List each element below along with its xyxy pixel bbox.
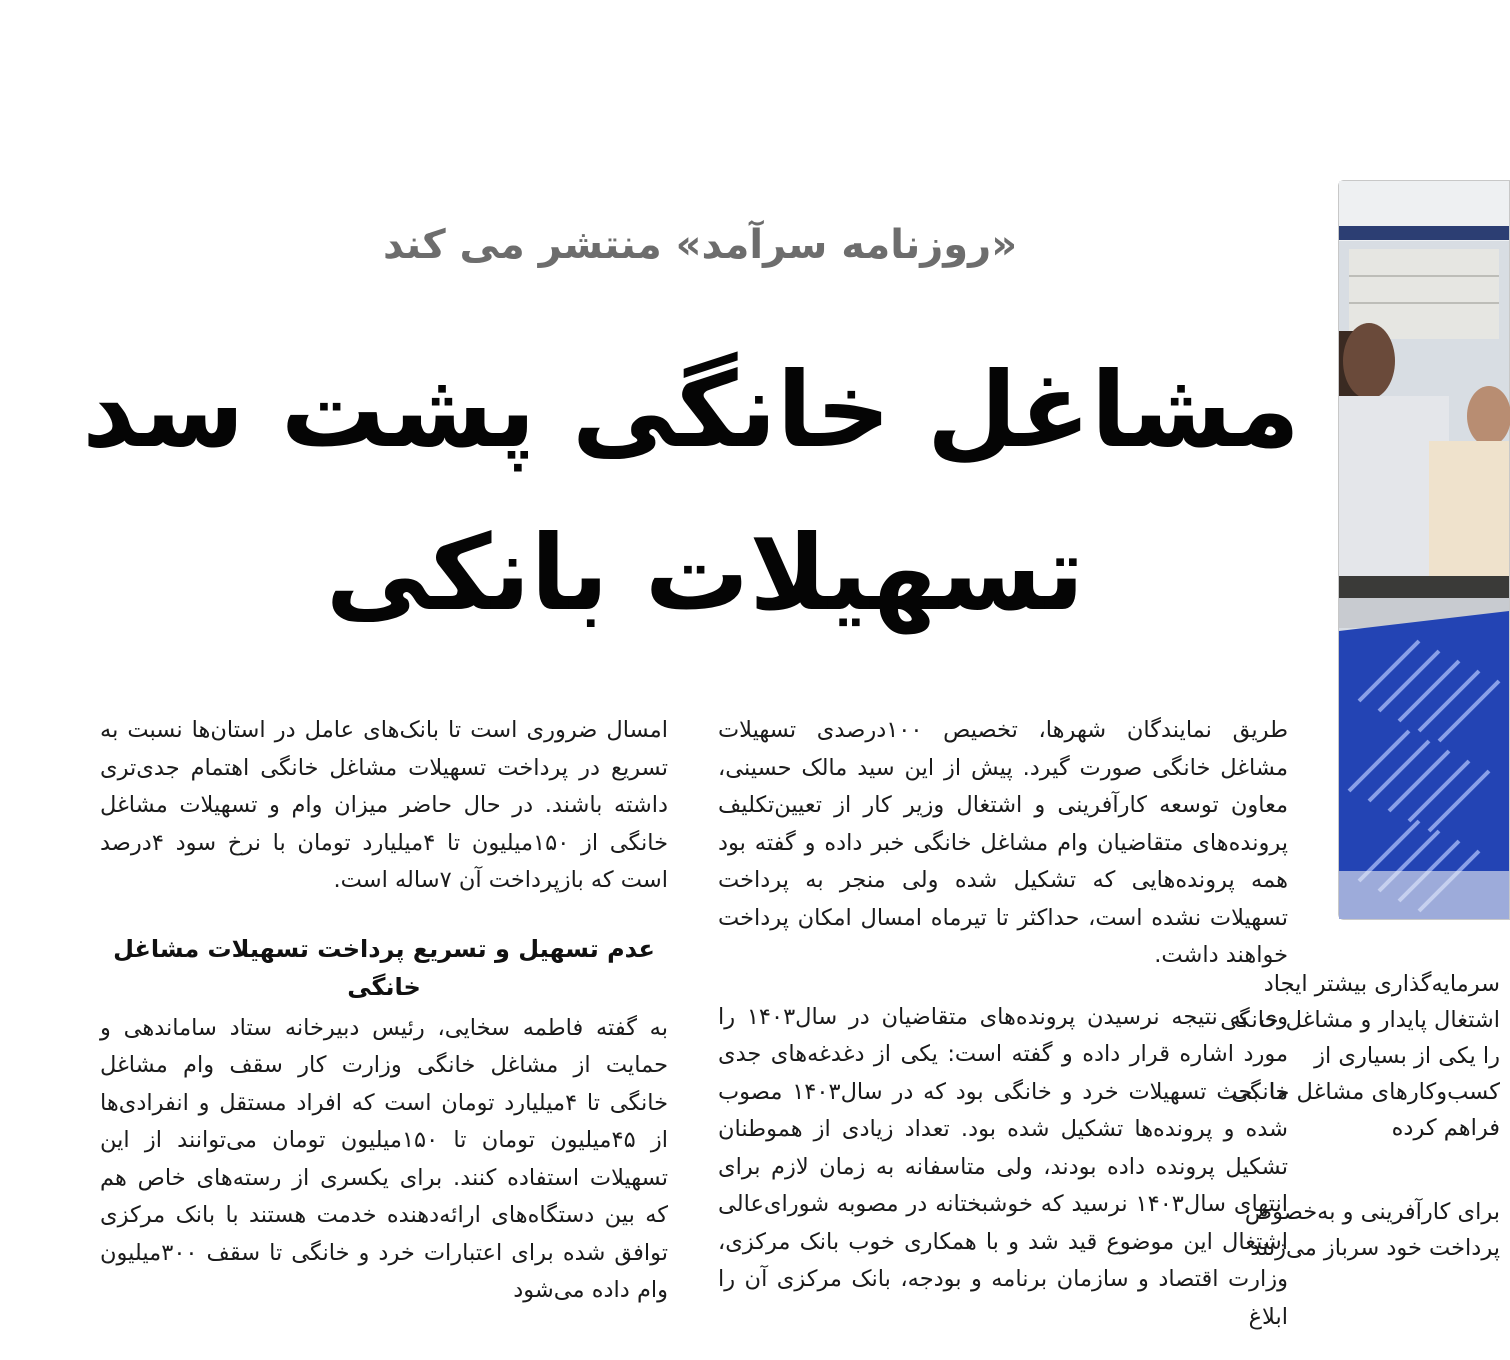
- paragraph: امسال ضروری است تا بانک‌های عامل در استان‌ها نسبت به تسریع در پرداخت تسهیلات مشاغل خانگی اهتمام جدی‌تری داشته باشند. در حال حاضر میزان وام و تسهیلات مشاغل خانگی از ۱۵۰میلیون تا ۴میلیارد تومان با نرخ سود ۴درصد است که بازپرداخت آن ۷ساله است.: [100, 717, 668, 893]
- paragraph: برای کارآفرینی و به‌خصوص پرداخت خود سرباز می‌زنند: [1244, 1199, 1500, 1261]
- people-at-counter-photo: [1339, 181, 1509, 919]
- paragraph: به گفته فاطمه سخایی، رئیس دبیرخانه ستاد ساماندهی و حمایت از مشاغل خانگی وزارت کار سقف وام مشاغل خانگی تا ۴میلیارد تومان است که افراد مستقل و انفرادی‌ها از ۴۵میلیون تومان تا ۱۵۰میلیون تومان می‌توانند از این تسهیلات استفاده کنند. برای یکسری از رسته‌های خاص هم که بین دستگاه‌های ارائه‌دهنده خدمت هستند با بانک مرکزی توافق شده برای اعتبارات خرد و خانگی تا سقف ۳۰۰میلیون وام داده می‌شود: [100, 1014, 668, 1303]
- section-subhead: عدم تسهیل و تسریع پرداخت تسهیلات مشاغل خانگی: [113, 934, 655, 1001]
- article-column-b: [100, 712, 668, 1334]
- kicker: «روزنامه سرآمد» منتشر می کند: [382, 222, 1018, 268]
- paragraph: سرمایه‌گذاری بیشتر ایجاد اشتغال پایدار و مشاغل خانگی را یکی از بسیاری از کسب‌وکارهای مشاغل خانگی فراهم کرده: [1220, 971, 1500, 1141]
- headline-line-2: تسهیلات بانکی: [325, 512, 1085, 634]
- paragraph: وی به نتیجه نرسیدن پرونده‌های متقاضیان در سال۱۴۰۳ را مورد اشاره قرار داده و گفته است: یکی از دغدغه‌های جدی ما بحث تسهیلات خرد و خانگی بود که در سال۱۴۰۳ مصوب شده و پرونده‌ها تشکیل شده بود. تعداد زیادی از هموطنان تشکیل پرونده داده بودند، ولی متاسفانه به زمان لازم برای انتهای سال۱۴۰۳ نرسید که خوشبختانه در مصوبه شورای‌عالی اشتغال این موضوع قید شد و با همکاری خوب بانک مرکزی، وزارت اقتصاد و سازمان برنامه و بودجه، بانک مرکزی آن را ابلاغ: [718, 1003, 1288, 1330]
- article-column-c: [1220, 966, 1500, 1341]
- headline-line-1: مشاغل خانگی پشت سد: [82, 349, 1300, 471]
- article-photo: [1338, 180, 1510, 920]
- paragraph: طریق نمایندگان شهرها، تخصیص ۱۰۰درصدی تسهیلات مشاغل خانگی صورت گیرد. پیش از این سید مالک حسینی، معاون توسعه کارآفرینی و اشتغال وزیر کار از تعیین‌تکلیف پرونده‌های متقاضیان وام مشاغل خانگی خبر داده و گفته بود همه پرونده‌هایی که تشکیل شده ولی منجر به پرداخت تسهیلات نشده است، حداکثر تا تیرماه امسال امکان پرداخت خواهند داشت.: [718, 717, 1288, 968]
